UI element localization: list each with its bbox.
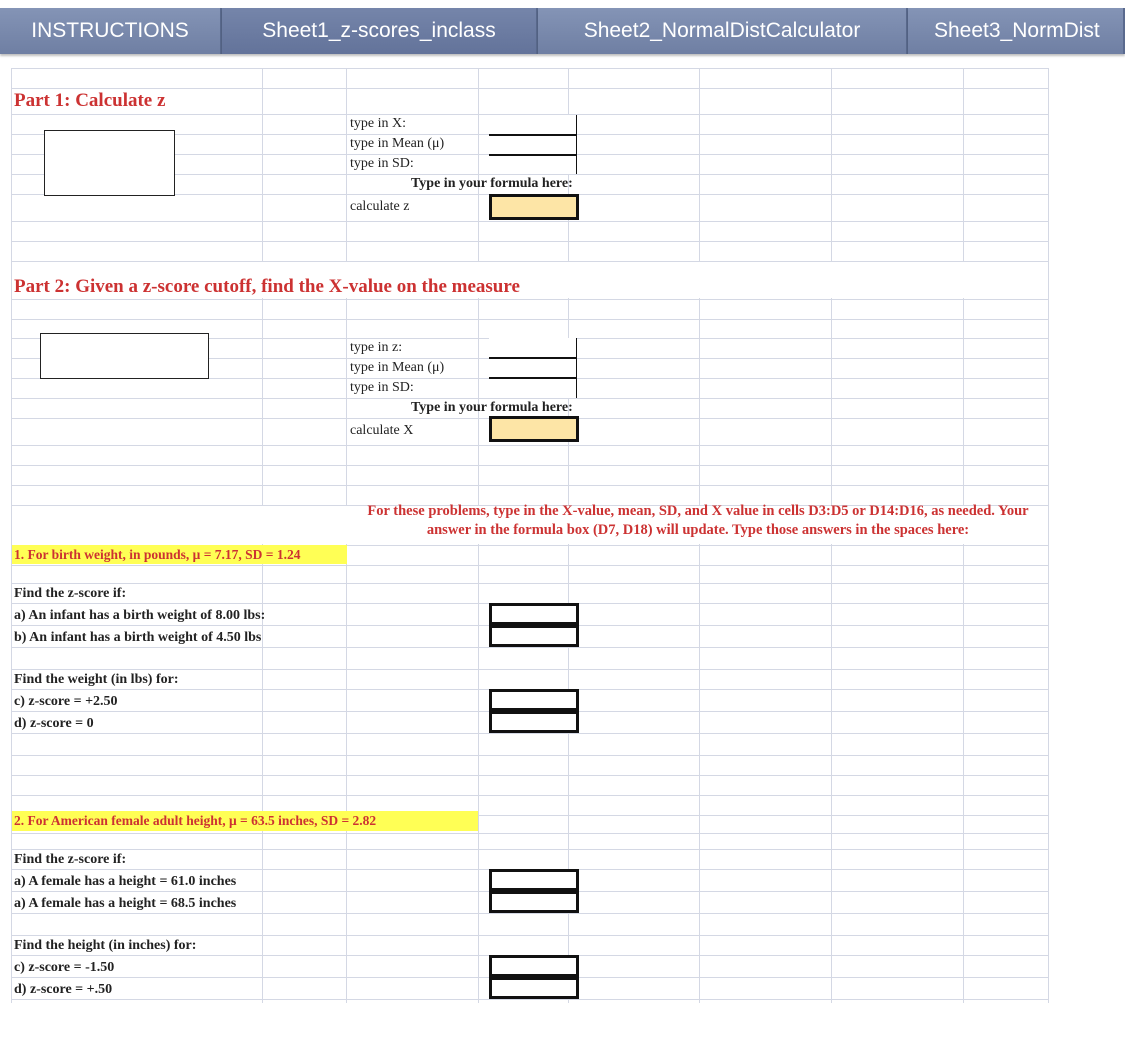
problem1-b: b) An infant has a birth weight of 4.50 lbs xyxy=(14,630,262,645)
part1-z-formula-cell[interactable] xyxy=(489,194,579,220)
problem2-b-answer[interactable] xyxy=(489,891,579,913)
part1-mean-input[interactable] xyxy=(489,135,577,155)
problem2-c-answer[interactable] xyxy=(489,955,579,977)
problem2-c: c) z-score = -1.50 xyxy=(14,960,115,975)
problem1-d: d) z-score = 0 xyxy=(14,716,94,731)
problem2-header: 2. For American female adult height, μ = 63.5 inches, SD = 2.82 xyxy=(14,813,377,828)
part1-label-x: type in X: xyxy=(350,116,406,131)
part1-label-sd: type in SD: xyxy=(350,156,414,171)
problem2-b: a) A female has a height = 68.5 inches xyxy=(14,896,237,911)
problem1-find-x: Find the weight (in lbs) for: xyxy=(14,672,179,687)
part2-title: Part 2: Given a z-score cutoff, find the X-value on the measure xyxy=(14,276,520,297)
part2-drawing-box xyxy=(40,333,209,379)
problem1-header: 1. For birth weight, in pounds, μ = 7.17, SD = 1.24 xyxy=(14,547,301,562)
problem1-find-z: Find the z-score if: xyxy=(14,586,127,601)
part1-label-calc: calculate z xyxy=(350,199,410,214)
spreadsheet-grid xyxy=(11,68,1048,1003)
instruction-note: For these problems, type in the X-value, mean, SD, and X value in cells D3:D5 or D14:D16, as needed. Your answer in the formula box (D7, D18) will update. Type those answers in the spaces here: xyxy=(367,503,1029,538)
part2-label-mean: type in Mean (μ) xyxy=(350,360,445,375)
part2-x-formula-cell[interactable] xyxy=(489,416,579,442)
problem1-c: c) z-score = +2.50 xyxy=(14,694,118,709)
problem2-a-answer[interactable] xyxy=(489,869,579,891)
part2-formula-hint: Type in your formula here: xyxy=(411,400,573,415)
part2-z-input[interactable] xyxy=(489,338,577,358)
problem2-find-z: Find the z-score if: xyxy=(14,852,127,867)
part2-label-z: type in z: xyxy=(350,340,403,355)
problem2-a: a) A female has a height = 61.0 inches xyxy=(14,874,237,889)
part1-formula-hint: Type in your formula here: xyxy=(411,176,573,191)
problem2-d: d) z-score = +.50 xyxy=(14,982,113,997)
part1-title: Part 1: Calculate z xyxy=(14,90,166,111)
part1-drawing-box xyxy=(44,130,175,196)
part1-x-input[interactable] xyxy=(489,115,577,135)
tab-instructions[interactable]: INSTRUCTIONS xyxy=(0,8,222,54)
tab-sheet3[interactable]: Sheet3_NormDist xyxy=(908,8,1125,54)
problem1-d-answer[interactable] xyxy=(489,711,579,733)
tab-sheet1[interactable]: Sheet1_z-scores_inclass xyxy=(222,8,538,54)
problem1-c-answer[interactable] xyxy=(489,689,579,711)
part2-sd-input[interactable] xyxy=(489,378,577,398)
problem2-d-answer[interactable] xyxy=(489,977,579,999)
part2-label-calc: calculate X xyxy=(350,423,414,438)
tab-sheet2[interactable]: Sheet2_NormalDistCalculator xyxy=(538,8,908,54)
part2-mean-input[interactable] xyxy=(489,358,577,378)
part1-label-mean: type in Mean (μ) xyxy=(350,136,445,151)
part2-label-sd: type in SD: xyxy=(350,380,414,395)
problem1-a: a) An infant has a birth weight of 8.00 lbs: xyxy=(14,608,266,623)
part1-sd-input[interactable] xyxy=(489,155,577,174)
problem1-b-answer[interactable] xyxy=(489,625,579,647)
sheet-tab-bar xyxy=(0,0,1125,64)
problem2-find-x: Find the height (in inches) for: xyxy=(14,938,197,953)
problem1-a-answer[interactable] xyxy=(489,603,579,625)
